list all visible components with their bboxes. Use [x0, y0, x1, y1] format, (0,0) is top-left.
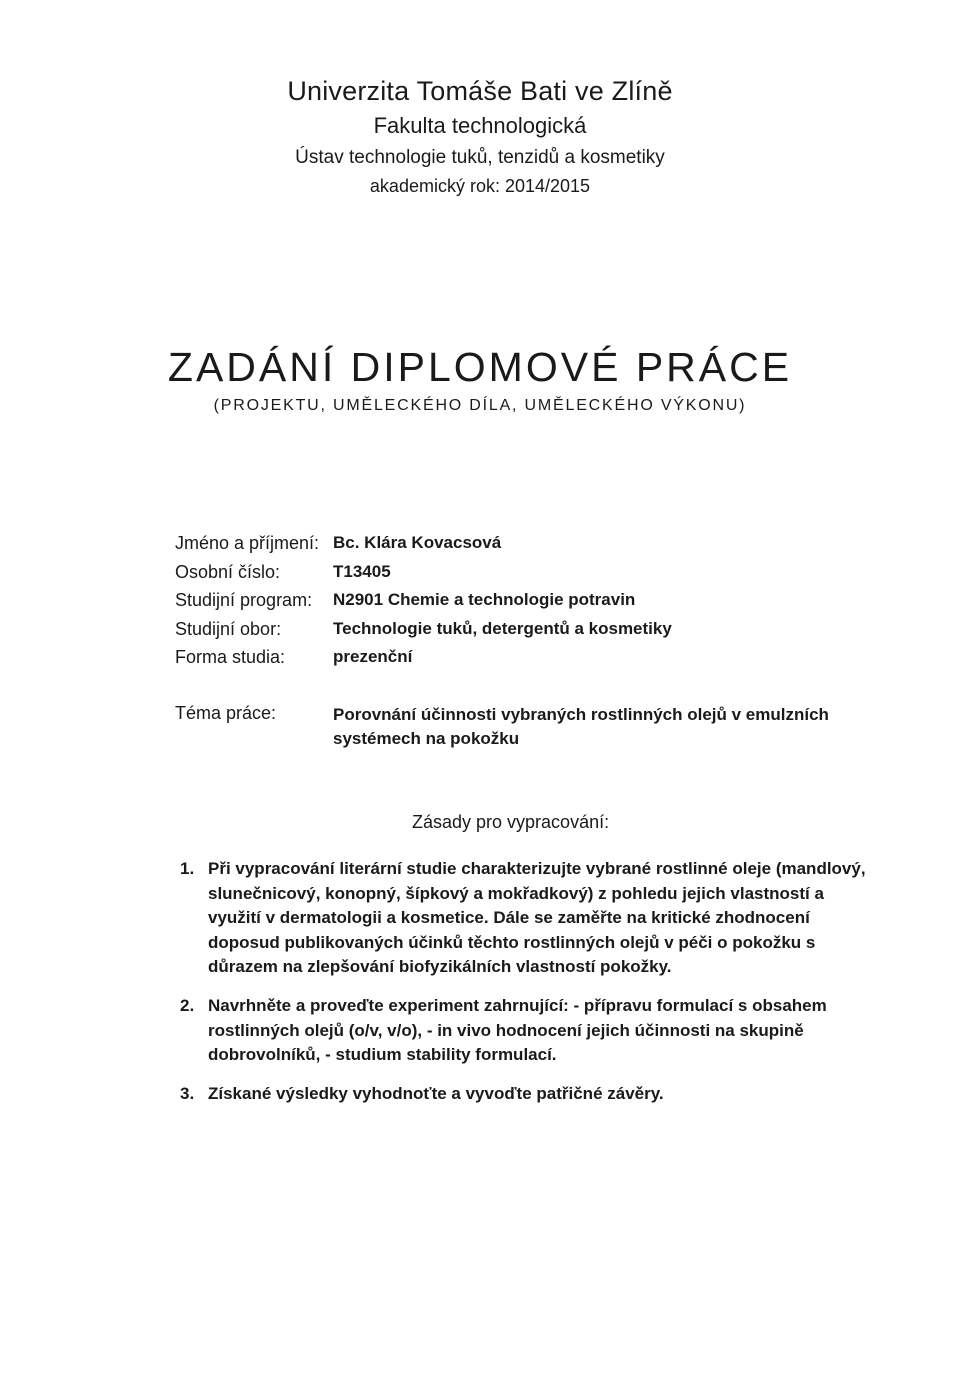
document-title: ZADÁNÍ DIPLOMOVÉ PRÁCE: [167, 344, 793, 390]
university-name: Univerzita Tomáše Bati ve Zlíně: [287, 76, 673, 106]
principle-item-2: [180, 994, 880, 1068]
document-subtitle: (PROJEKTU, UMĚLECKÉHO DÍLA, UMĚLECKÉHO VÝKONU): [213, 397, 747, 414]
info-value: N2901 Chemie a technologie potravin: [333, 590, 636, 609]
info-value: prezenční: [333, 647, 413, 666]
principle-number: 1.: [180, 859, 195, 878]
info-label: Osobní číslo:: [175, 562, 281, 582]
topic-value: Porovnání účinnosti vybraných rostlinných olejů v emulzních systémech na pokožku: [333, 705, 829, 748]
info-value: Bc. Klára Kovacsová: [333, 533, 502, 552]
info-label: Forma studia:: [175, 647, 286, 667]
principle-text: Při vypracování literární studie charakterizujte vybrané rostlinné oleje (mandlový, slunečnicový, konopný, šípkový a mokřadkový) z pohledu jejich vlastností a využití v dermatologii a kosmetice. Dále se zaměřte na kritické zhodnocení doposud publikovaných účinků těchto rostlinných olejů v péči o pokožku s důrazem na zlepšování biofyzikálních vlastností pokožky.: [208, 859, 866, 976]
academic-year: akademický rok: 2014/2015: [369, 176, 591, 196]
institute-name: Ústav technologie tuků, tenzidů a kosmetiky: [295, 147, 665, 168]
info-value: T13405: [333, 562, 391, 581]
info-value: Technologie tuků, detergentů a kosmetiky: [333, 619, 672, 638]
principle-text: Získané výsledky vyhodnoťte a vyvoďte patřičné závěry.: [208, 1084, 664, 1103]
principle-item-3: [180, 1082, 880, 1107]
info-label: Studijní obor:: [175, 619, 282, 639]
topic-label: Téma práce:: [175, 703, 277, 723]
principles-heading: Zásady pro vypracování:: [412, 812, 610, 832]
principle-text: Navrhněte a proveďte experiment zahrnující: - přípravu formulací s obsahem rostlinných olejů (o/v, v/o), - in vivo hodnocení jejich účinnosti na skupině dobrovolníků, - studium stability formulací.: [208, 996, 827, 1064]
principle-number: 3.: [180, 1084, 195, 1103]
principle-item-1: [180, 857, 880, 980]
faculty-name: Fakulta technologická: [373, 113, 587, 138]
info-label: Jméno a příjmení:: [175, 533, 320, 553]
info-label: Studijní program:: [175, 590, 313, 610]
principle-number: 2.: [180, 996, 195, 1015]
